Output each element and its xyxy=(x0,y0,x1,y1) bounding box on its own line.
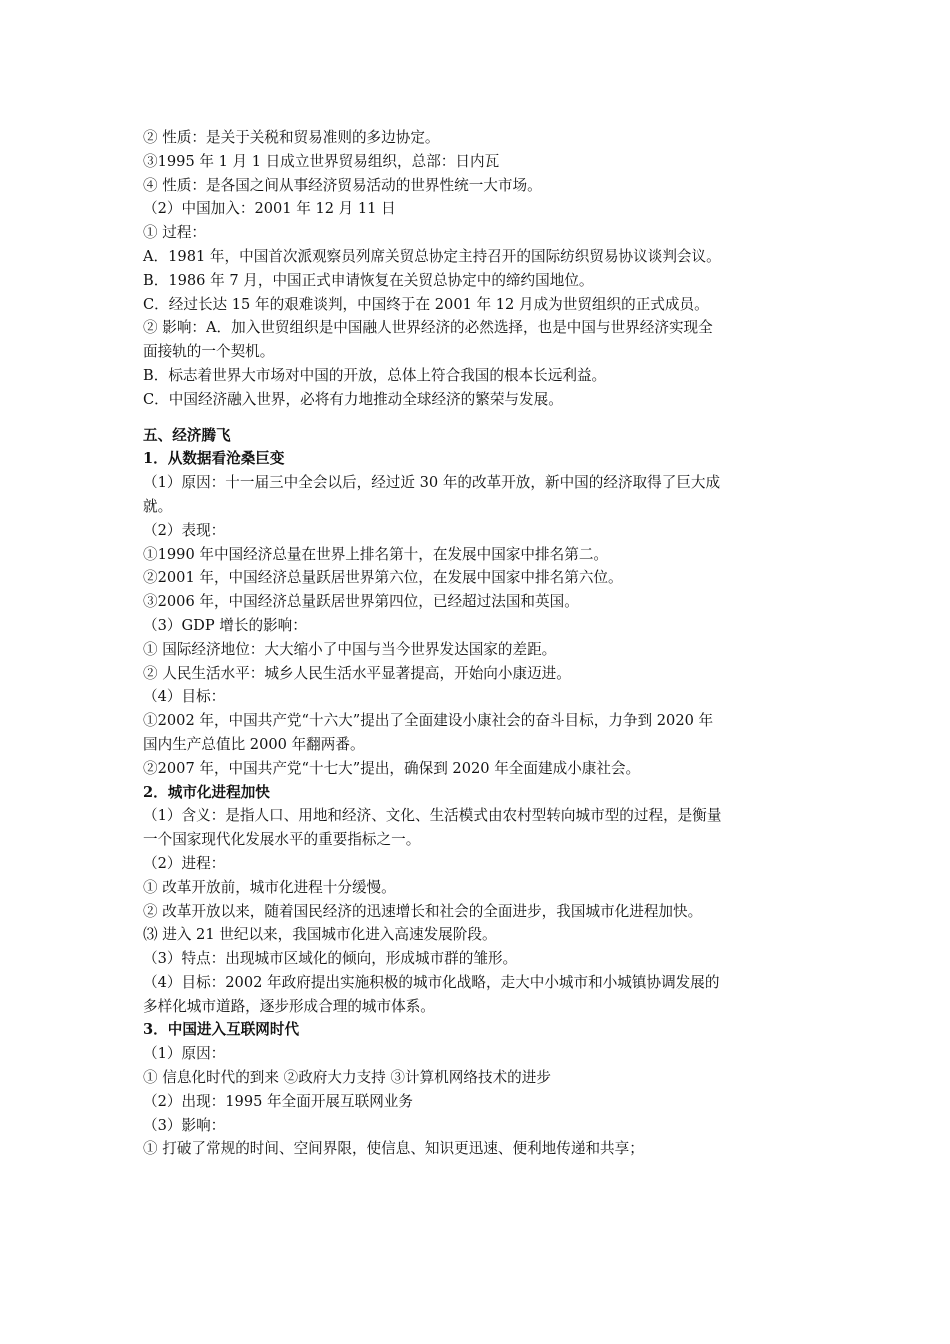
section-title: 五、经济腾飞 xyxy=(143,426,231,444)
section-gap xyxy=(143,412,823,424)
text-line: 面接轨的一个契机。 xyxy=(143,343,275,361)
text-line: 国内生产总值比 2000 年翻两番。 xyxy=(143,735,365,753)
text-line: 就。 xyxy=(143,497,173,515)
subsection-heading: 2．城市化进程加快 xyxy=(143,783,270,801)
text-line: ③1995 年 1 月 1 日成立世界贸易组织，总部：日内瓦 xyxy=(143,152,500,170)
text-line: ② 改革开放以来，随着国民经济的迅速增长和社会的全面进步，我国城市化进程加快。 xyxy=(143,902,703,920)
text-line: （3）特点：出现城市区域化的倾向，形成城市群的雏形。 xyxy=(143,950,518,968)
text-line: （2）进程： xyxy=(143,854,226,872)
text-line: ② 人民生活水平：城乡人民生活水平显著提高，开始向小康迈进。 xyxy=(143,664,571,682)
text-line: ⑶ 进入 21 世纪以来，我国城市化进入高速发展阶段。 xyxy=(143,926,497,944)
text-line: ①2002 年，中国共产党“十六大”提出了全面建设小康社会的奋斗目标，力争到 2020 年 xyxy=(143,712,714,730)
document-page xyxy=(143,126,823,1161)
text-line: （3）影响： xyxy=(143,1116,226,1134)
text-line: ④ 性质：是各国之间从事经济贸易活动的世界性统一大市场。 xyxy=(143,176,542,194)
subsection-heading: 1．从数据看沧桑巨变 xyxy=(143,450,285,468)
text-line: （3）GDP 增长的影响： xyxy=(143,616,307,634)
text-line: ① 国际经济地位：大大缩小了中国与当今世界发达国家的差距。 xyxy=(143,640,557,658)
text-line: ②2007 年，中国共产党“十七大”提出，确保到 2020 年全面建成小康社会。 xyxy=(143,759,641,777)
text-line: （1）原因：十一届三中全会以后，经过近 30 年的改革开放，新中国的经济取得了巨大成 xyxy=(143,474,721,492)
text-line: ①1990 年中国经济总量在世界上排名第十，在发展中国家中排名第二。 xyxy=(143,545,609,563)
text-line: （2）中国加入：2001 年 12 月 11 日 xyxy=(143,200,396,218)
text-line: B．标志着世界大市场对中国的开放，总体上符合我国的根本长远利益。 xyxy=(143,366,607,384)
text-line: ② 性质：是关于关税和贸易准则的多边协定。 xyxy=(143,129,440,146)
text-line: （2）表现： xyxy=(143,521,226,539)
text-line: C．经过长达 15 年的艰难谈判，中国终于在 2001 年 12 月成为世贸组织的正式成员。 xyxy=(143,295,709,313)
text-line: B．1986 年 7 月，中国正式申请恢复在关贸总协定中的缔约国地位。 xyxy=(143,271,594,289)
text-line: ① 打破了常规的时间、空间界限，使信息、知识更迅速、便利地传递和共享； xyxy=(143,1140,644,1158)
text-line: 多样化城市道路，逐步形成合理的城市体系。 xyxy=(143,997,435,1015)
text-line: ③2006 年，中国经济总量跃居世界第四位，已经超过法国和英国。 xyxy=(143,593,579,611)
text-line: （4）目标：2002 年政府提出实施积极的城市化战略，走大中小城市和小城镇协调发展的 xyxy=(143,973,720,991)
text-line: （2）出现：1995 年全面开展互联网业务 xyxy=(143,1092,413,1110)
text-line: 一个国家现代化发展水平的重要指标之一。 xyxy=(143,831,421,849)
text-line: ① 信息化时代的到来 ②政府大力支持 ③计算机网络技术的进步 xyxy=(143,1069,551,1087)
text-line: ② 影响：A．加入世贸组织是中国融人世界经济的必然选择，也是中国与世界经济实现全 xyxy=(143,319,713,337)
text-line: （1）原因： xyxy=(143,1045,226,1063)
text-line: A．1981 年，中国首次派观察员列席关贸总协定主持召开的国际纺织贸易协议谈判会议。 xyxy=(143,247,721,265)
text-line: C．中国经济融入世界，必将有力地推动全球经济的繁荣与发展。 xyxy=(143,390,563,408)
text-line: （4）目标： xyxy=(143,688,226,706)
text-line: （1）含义：是指人口、用地和经济、文化、生活模式由农村型转向城市型的过程，是衡量 xyxy=(143,807,722,825)
subsection-heading: 3．中国进入互联网时代 xyxy=(143,1021,300,1039)
text-line: ① 改革开放前，城市化进程十分缓慢。 xyxy=(143,878,396,896)
text-line: ① 过程： xyxy=(143,224,207,242)
text-line: ②2001 年，中国经济总量跃居世界第六位，在发展中国家中排名第六位。 xyxy=(143,569,623,587)
